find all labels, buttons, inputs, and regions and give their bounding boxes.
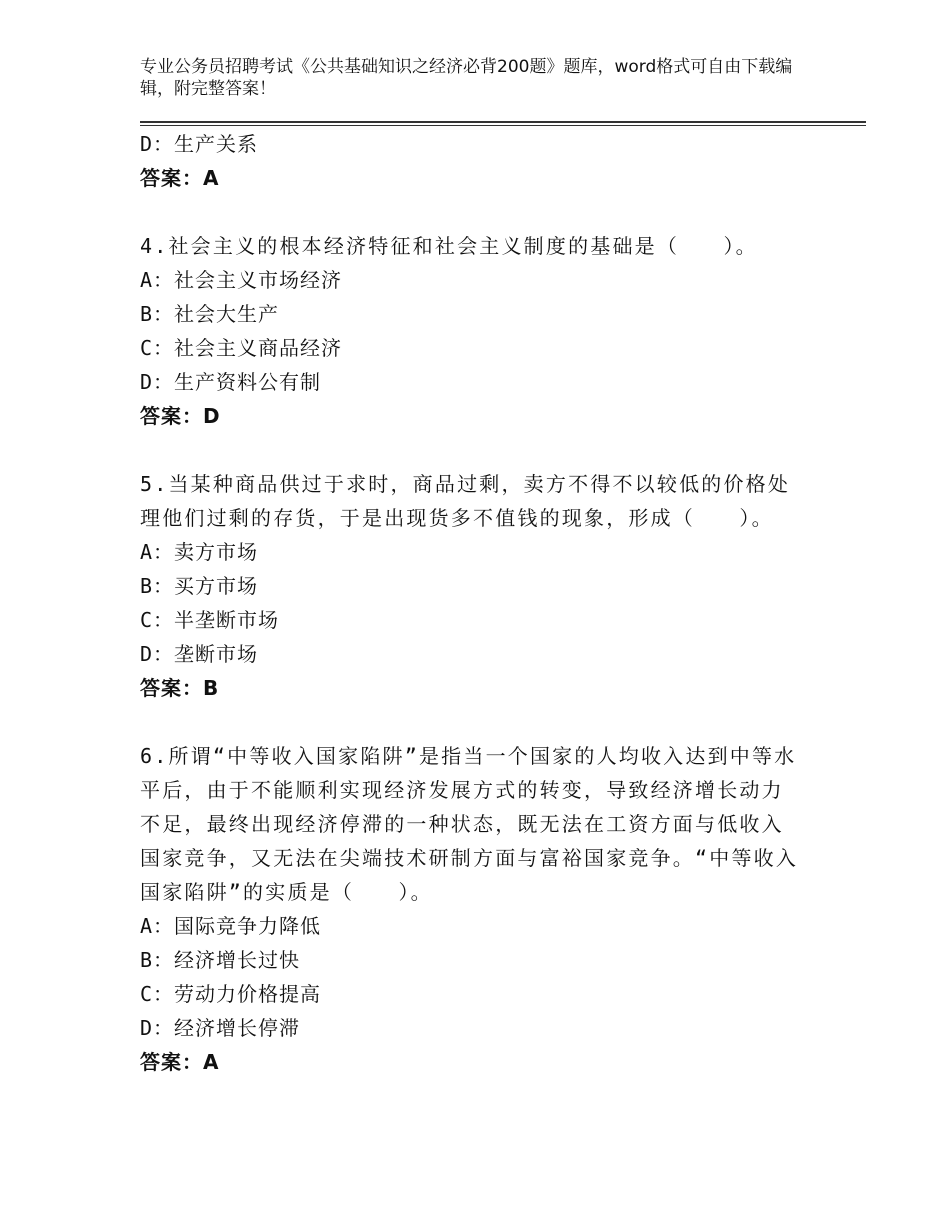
question-block	[140, 229, 800, 433]
page-header: 专业公务员招聘考试《公共基础知识之经济必背200题》题库，word格式可自由下载编辑，附完整答案！	[140, 57, 793, 99]
option-d: D：垄断市场	[140, 642, 259, 666]
question-text: 6.所谓“中等收入国家陷阱”是指当一个国家的人均收入达到中等水平后，由于不能顺利实现经济发展方式的转变，导致经济增长动力不足，最终出现经济停滞的一种状态，既无法在工资方面与低收入国家竞争，又无法在尖端技术研制方面与富裕国家竞争。“中等收入国家陷阱”的实质是（ ）。	[140, 744, 799, 904]
question-text: 5.当某种商品供过于求时，商品过剩，卖方不得不以较低的价格处理他们过剩的存货，于是出现货多不值钱的现象，形成（ ）。	[140, 472, 791, 530]
option-b: B：社会大生产	[140, 302, 280, 326]
answer-line: 答案：D	[140, 404, 221, 428]
option-a: A：社会主义市场经济	[140, 268, 343, 292]
option-a: A：国际竞争力降低	[140, 914, 322, 938]
option-d: D：经济增长停滞	[140, 1016, 301, 1040]
option-c: C：社会主义商品经济	[140, 336, 343, 360]
option-b: B：买方市场	[140, 574, 259, 598]
question-text: 4.社会主义的根本经济特征和社会主义制度的基础是（ ）。	[140, 234, 758, 258]
option-d: D：生产资料公有制	[140, 370, 322, 394]
option-a: A：卖方市场	[140, 540, 259, 564]
spacer	[140, 705, 800, 739]
answer-line: 答案：B	[140, 676, 220, 700]
header-rule-thick	[140, 121, 866, 123]
option-b: B：经济增长过快	[140, 948, 301, 972]
spacer	[140, 433, 800, 467]
document-content	[140, 127, 800, 1079]
option-c: C：劳动力价格提高	[140, 982, 322, 1006]
header-rule-thin	[140, 125, 866, 126]
question-block	[140, 467, 800, 705]
answer-line: 答案：A	[140, 166, 220, 190]
question-block	[140, 739, 800, 1079]
option-c: C：半垄断市场	[140, 608, 280, 632]
option-d: D：生产关系	[140, 132, 259, 156]
answer-line: 答案：A	[140, 1050, 220, 1074]
spacer	[140, 195, 800, 229]
